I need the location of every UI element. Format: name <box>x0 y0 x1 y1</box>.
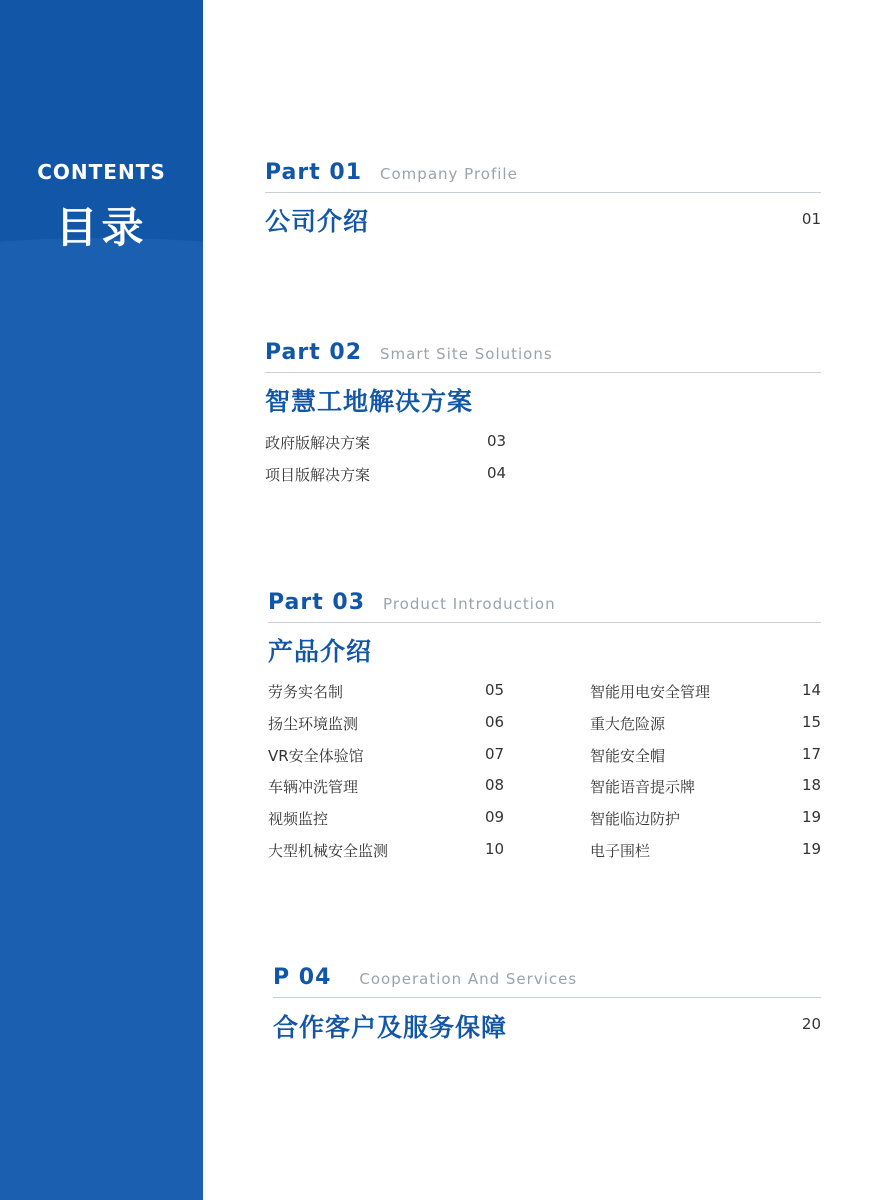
part-01-section <box>265 160 821 250</box>
list-item-page: 17 <box>802 745 822 763</box>
list-item-page: 19 <box>802 808 822 826</box>
sidebar <box>0 0 203 1200</box>
part-04-page-number: 20 <box>801 1015 821 1033</box>
part-04-header <box>273 965 577 990</box>
list-item[interactable]: 大型机械安全监测 <box>268 842 389 860</box>
list-item-page: 05 <box>485 681 505 699</box>
part-04-subtitle: Cooperation And Services <box>359 970 578 988</box>
part-01-header <box>265 160 518 185</box>
part-03-subtitle: Product Introduction <box>383 595 556 613</box>
contents-heading-en: CONTENTS <box>37 160 166 184</box>
list-item[interactable]: 车辆冲洗管理 <box>268 778 359 796</box>
part-04-title[interactable]: 合作客户及服务保障 <box>273 1013 508 1042</box>
part-02-section <box>265 340 821 490</box>
part-01-divider <box>265 192 821 193</box>
part-02-title[interactable]: 智慧工地解决方案 <box>265 387 474 416</box>
part-03-header <box>268 590 556 615</box>
list-item-page: 06 <box>485 713 505 731</box>
list-item[interactable]: 电子围栏 <box>590 842 651 860</box>
list-item-page: 10 <box>485 840 505 858</box>
part-04-label: P 04 <box>273 965 332 990</box>
list-item[interactable]: 项目版解决方案 <box>265 466 371 484</box>
part-03-title[interactable]: 产品介绍 <box>268 637 373 666</box>
list-item-page: 03 <box>487 432 507 450</box>
list-item[interactable]: 智能用电安全管理 <box>590 683 711 701</box>
list-item[interactable]: 政府版解决方案 <box>265 434 371 452</box>
list-item[interactable]: 劳务实名制 <box>268 683 344 701</box>
part-02-label: Part 02 <box>265 340 363 365</box>
part-01-title[interactable]: 公司介绍 <box>265 207 370 236</box>
part-04-section <box>273 965 821 1055</box>
part-03-section <box>268 590 821 870</box>
list-item[interactable]: 智能临边防护 <box>590 810 681 828</box>
list-item-page: 14 <box>802 681 822 699</box>
part-02-subtitle: Smart Site Solutions <box>380 345 553 363</box>
list-item[interactable]: 智能语音提示牌 <box>590 778 696 796</box>
list-item-page: 19 <box>802 840 822 858</box>
list-item-page: 09 <box>485 808 505 826</box>
list-item[interactable]: 重大危险源 <box>590 715 666 733</box>
part-03-label: Part 03 <box>268 590 366 615</box>
part-03-divider <box>268 622 821 623</box>
part-01-subtitle: Company Profile <box>380 165 518 183</box>
part-02-divider <box>265 372 821 373</box>
list-item[interactable]: VR安全体验馆 <box>268 747 364 765</box>
list-item[interactable]: 视频监控 <box>268 810 329 828</box>
part-02-header <box>265 340 553 365</box>
list-item-page: 04 <box>487 464 507 482</box>
list-item[interactable]: 扬尘环境监测 <box>268 715 359 733</box>
list-item-page: 07 <box>485 745 505 763</box>
list-item[interactable]: 智能安全帽 <box>590 747 666 765</box>
list-item-page: 18 <box>802 776 822 794</box>
list-item-page: 08 <box>485 776 505 794</box>
contents-heading-cn: 目录 <box>55 203 148 252</box>
part-04-divider <box>273 997 821 998</box>
part-01-page-number: 01 <box>801 210 821 228</box>
list-item-page: 15 <box>802 713 822 731</box>
part-01-label: Part 01 <box>265 160 363 185</box>
